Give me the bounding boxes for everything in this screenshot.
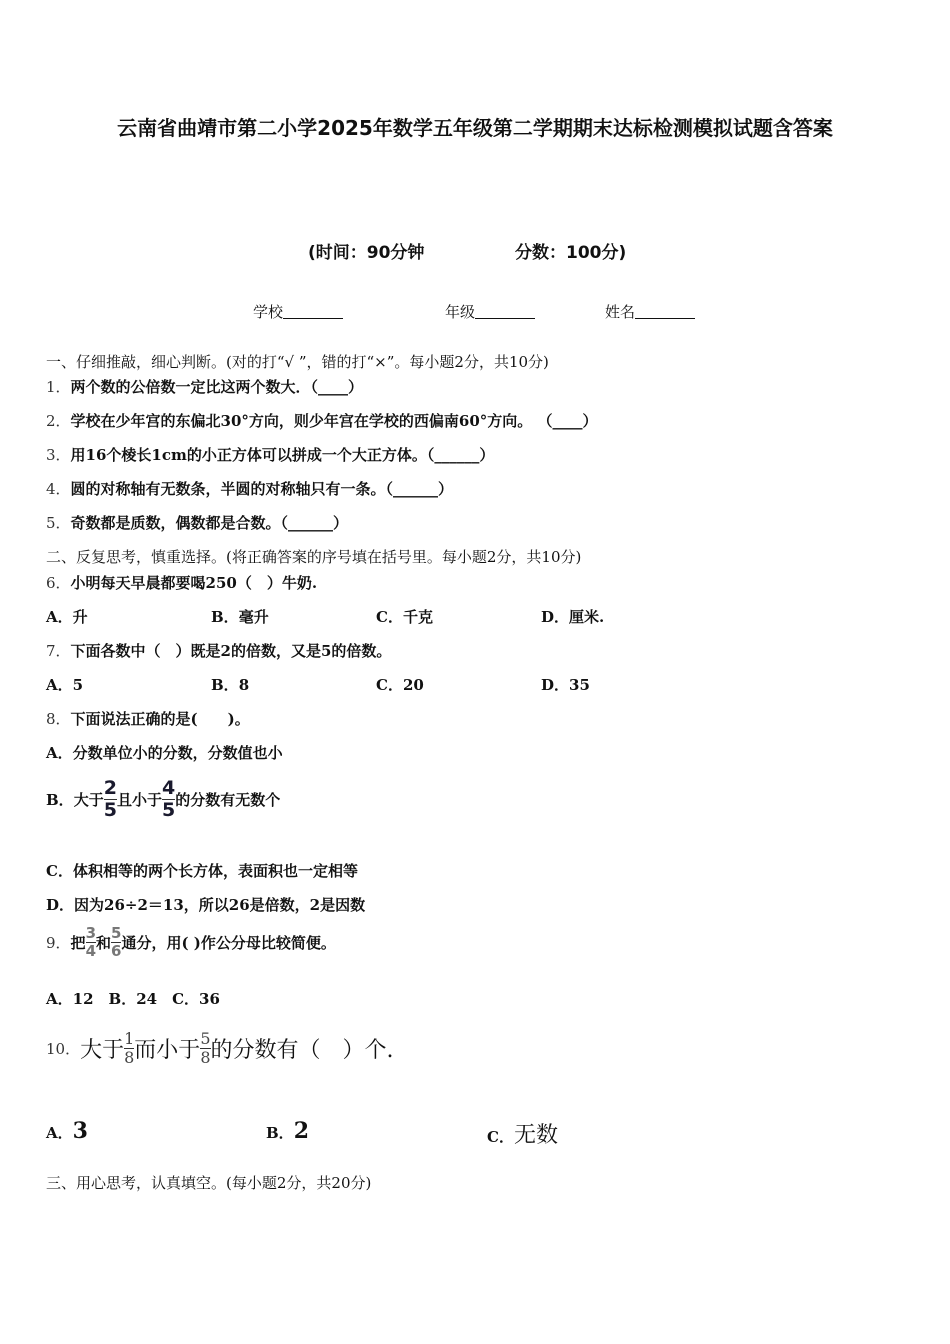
question-5: [46, 512, 348, 533]
denominator: 5: [103, 798, 117, 821]
option-label: D．: [541, 608, 570, 626]
option-text: 2: [293, 1118, 309, 1144]
option-text: 因为26÷2＝13，所以26是倍数，2是因数: [74, 896, 366, 914]
option-label: C．: [46, 862, 73, 880]
fraction-one-eighth: [124, 1028, 135, 1067]
numerator: 5: [200, 1028, 211, 1048]
option-c: [487, 1118, 558, 1149]
option-c: [376, 674, 424, 695]
numerator: 5: [111, 923, 122, 942]
section-1-heading: 一、仔细推敲，细心判断。(对的打“√ ”，错的打“×”。每小题2分，共10分): [46, 353, 549, 371]
question-text: 下面说法正确的是( )。: [70, 710, 250, 728]
question-text-mid: 而小于: [134, 1037, 201, 1063]
question-text: 小明每天早晨都要喝250（ ）牛奶.: [70, 574, 318, 592]
option-label: D．: [46, 896, 75, 914]
option-label: C．: [376, 676, 403, 694]
option-text: 厘米.: [569, 608, 605, 626]
option-label: A．: [46, 1124, 73, 1142]
school-blank: [283, 304, 343, 319]
option-d: [541, 606, 604, 627]
numerator: 4: [161, 776, 176, 799]
question-6: [46, 572, 317, 593]
option-label: A．: [46, 676, 73, 694]
option-text: 20: [402, 676, 424, 694]
question-text: 学校在少年宫的东偏北30°方向，则少年宫在学校的西偏南60°方向。 （____）: [70, 412, 598, 430]
page-title: 云南省曲靖市第二小学2025年数学五年级第二学期期末达标检测模拟试题含答案: [117, 116, 833, 140]
question-9: [46, 922, 336, 962]
exam-time: (时间：90分钟: [308, 243, 425, 263]
option-label: B．: [266, 1124, 294, 1142]
fraction-three-quarters: [85, 923, 96, 960]
option-d: [541, 674, 590, 695]
school-label: 学校: [253, 303, 284, 321]
option-b: [46, 772, 280, 826]
option-a: [46, 742, 283, 763]
denominator: 8: [200, 1047, 211, 1067]
option-label: B．: [46, 790, 74, 809]
grade-field: [445, 301, 535, 322]
question-number: 4．: [46, 480, 71, 498]
grade-label: 年级: [445, 303, 476, 321]
question-text-post: 通分，用( )作公分母比较简便。: [121, 933, 336, 952]
option-text: 35: [569, 676, 590, 694]
question-1: [46, 376, 363, 397]
exam-score: 分数：100分): [515, 243, 627, 263]
option-text: 千克: [402, 608, 433, 626]
option-text: 8: [238, 676, 250, 694]
question-8: [46, 708, 250, 729]
question-number: 9．: [46, 933, 71, 952]
question-10: [46, 1020, 394, 1076]
option-b: [211, 674, 249, 695]
option-a: [46, 606, 88, 627]
fraction-four-fifths: [161, 776, 176, 821]
denominator: 8: [124, 1047, 135, 1067]
section-3-heading: 三、用心思考，认真填空。(每小题2分，共20分): [46, 1174, 372, 1192]
grade-blank: [475, 304, 535, 319]
question-number: 8．: [46, 710, 71, 728]
question-4: [46, 478, 453, 499]
option-text-mid: 且小于: [116, 790, 162, 809]
question-9-options: A．12 B．24 C．36: [46, 990, 220, 1008]
question-number: 10．: [46, 1039, 81, 1058]
question-text: 用16个棱长1cm的小正方体可以拼成一个大正方体。（______）: [70, 446, 495, 464]
numerator: 3: [85, 923, 96, 942]
fraction-two-fifths: [103, 776, 117, 821]
option-label: B．: [211, 676, 239, 694]
question-number: 5．: [46, 514, 71, 532]
question-number: 6．: [46, 574, 71, 592]
option-label: C．: [487, 1128, 514, 1146]
question-3: [46, 444, 494, 465]
fraction-five-eighths: [200, 1028, 211, 1067]
question-text: 圆的对称轴有无数条，半圆的对称轴只有一条。（______）: [70, 480, 454, 498]
option-label: B．: [211, 608, 239, 626]
option-text: 分数单位小的分数，分数值也小: [72, 744, 283, 762]
option-text: 毫升: [238, 608, 269, 626]
option-d: [46, 894, 365, 915]
name-label: 姓名: [605, 303, 636, 321]
fraction-five-sixths: [111, 923, 122, 960]
option-text-pre: 大于: [73, 790, 104, 809]
option-text: 5: [72, 676, 84, 694]
name-blank: [635, 304, 695, 319]
option-text: 无数: [513, 1123, 558, 1148]
denominator: 5: [161, 798, 176, 821]
option-text: 升: [72, 608, 88, 626]
question-text-pre: 大于: [80, 1037, 125, 1063]
option-label: A．: [46, 608, 73, 626]
option-c: [46, 860, 358, 881]
question-text: 下面各数中（ ）既是2的倍数，又是5的倍数。: [70, 642, 392, 660]
section-2-heading: 二、反复思考，慎重选择。(将正确答案的序号填在括号里。每小题2分，共10分): [46, 548, 582, 566]
question-text: 奇数都是质数，偶数都是合数。（______）: [70, 514, 349, 532]
option-c: [376, 606, 433, 627]
option-label: C．: [376, 608, 403, 626]
question-number: 1．: [46, 378, 71, 396]
option-text-post: 的分数有无数个: [175, 790, 281, 809]
question-text-pre: 把: [70, 933, 86, 952]
question-number: 3．: [46, 446, 71, 464]
question-text-post: 的分数有（ ）个.: [210, 1037, 394, 1063]
option-label: D．: [541, 676, 570, 694]
question-number: 7．: [46, 642, 71, 660]
name-field: [605, 301, 695, 322]
denominator: 6: [111, 941, 122, 960]
option-a: [46, 1118, 88, 1144]
option-b: [211, 606, 269, 627]
option-text: 体积相等的两个长方体，表面积也一定相等: [72, 862, 358, 880]
school-field: [253, 301, 343, 322]
option-a: [46, 674, 83, 695]
question-number: 2．: [46, 412, 71, 430]
numerator: 1: [124, 1028, 135, 1048]
option-b: [266, 1118, 309, 1144]
question-text: 两个数的公倍数一定比这两个数大．（____）: [70, 378, 364, 396]
numerator: 2: [103, 776, 117, 799]
question-2: [46, 410, 598, 431]
denominator: 4: [85, 941, 96, 960]
option-label: A．: [46, 744, 73, 762]
question-text-mid: 和: [96, 933, 112, 952]
question-7: [46, 640, 391, 661]
option-text: 3: [72, 1118, 88, 1144]
